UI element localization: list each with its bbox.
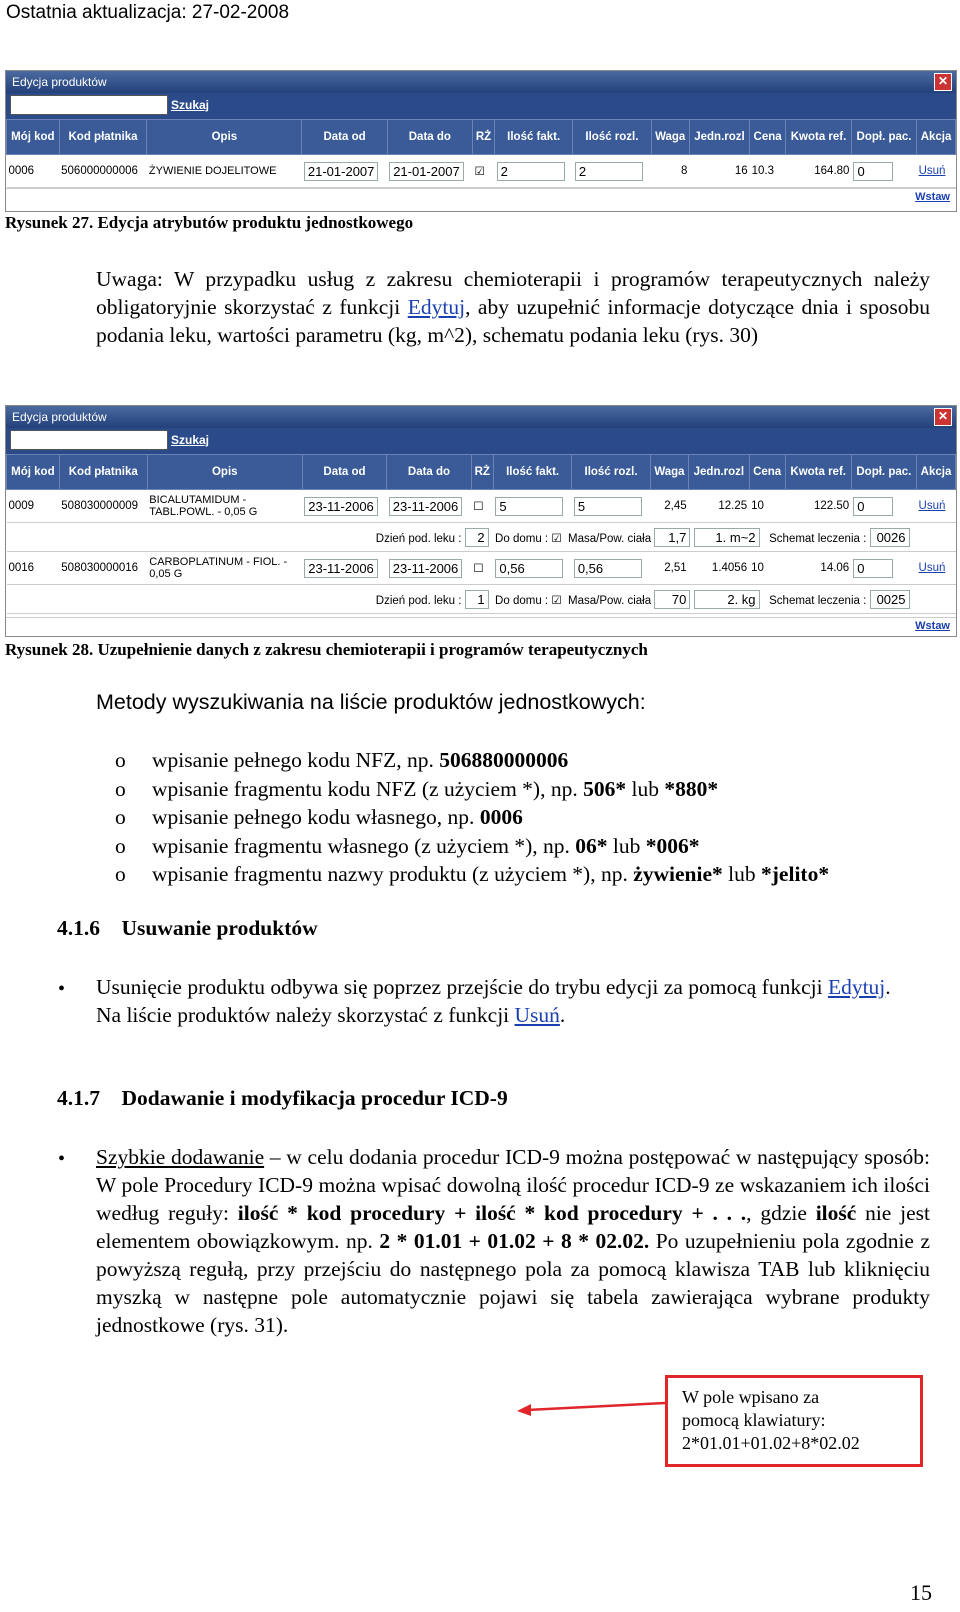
cell-desc: ŻYWIENIE DOJELITOWE [147,155,302,188]
item-example: 506* [583,776,627,801]
search-bar [6,428,956,454]
schedule-label: Schemat leczenia : [769,532,867,545]
rz-checkbox[interactable]: ☐ [471,490,493,523]
col-header: Kwota ref. [786,120,852,155]
col-header: Opis [147,120,302,155]
qty-fact-input[interactable]: 0,56 [495,559,563,578]
cell-payer: 508030000009 [59,490,147,523]
search-input[interactable] [10,430,168,450]
col-header: Ilość rozl. [572,455,650,490]
qty-rozl-input[interactable]: 2 [575,162,643,181]
col-header: Cena [750,120,786,155]
col-header: Data od [302,120,387,155]
cell-amount: 14.06 [785,552,851,585]
list-item: o wpisanie pełnego kodu własnego, np. 0006 [115,805,523,829]
cell-price: 10.3 [750,155,786,188]
product-edit-window-1 [5,70,957,212]
search-link[interactable]: Szukaj [171,98,210,112]
qty-fact-input[interactable]: 5 [495,497,563,516]
delete-link[interactable]: Usuń [918,165,946,177]
item-example: *880* [664,776,719,801]
date-from-input[interactable]: 23-11-2006 [304,497,378,516]
col-header: Waga [651,120,689,155]
qty-rozl-input[interactable]: 5 [574,497,642,516]
search-input[interactable] [10,95,168,115]
rz-checkbox[interactable]: ☑ [472,155,494,188]
cell-payer: 506000000006 [59,155,147,188]
col-header: Akcja [917,455,956,490]
note-text: , aby uzupełnić informacje dotyczące dnia i sposobu podania leku, wartości parametru (kg, m^2), schematu podania leku (rys. 30) [96,295,930,347]
item-example: żywienie* [633,862,723,886]
col-header: Akcja [917,120,956,155]
cell-unit: 16 [689,155,749,188]
unit-select[interactable]: 2. kg [694,590,760,609]
cell-amount: 122.50 [785,490,851,523]
para-text: Usunięcie produktu odbywa się poprzez przejście do trybu edycji za pomocą funkcji [96,975,828,999]
table-row [7,552,956,585]
close-icon[interactable]: ✕ [934,73,952,91]
window-title: Edycja produktów [12,410,107,424]
item-example: *006* [645,833,700,858]
cell-code: 0006 [7,155,60,188]
section-heading-417: 4.1.7 Dodawanie i modyfikacja procedur ICD-9 [57,1086,508,1110]
col-header: Dopł. pac. [851,455,916,490]
day-input[interactable]: 2 [465,528,489,547]
bullet-icon: • [58,978,66,1000]
date-to-input[interactable]: 23-11-2006 [389,559,463,578]
methods-intro: Metody wyszukiwania na liście produktów jednostkowych: [96,690,646,714]
cell-amount: 164.80 [786,155,852,188]
para-text: Po uzupełnieniu pola zgodnie z powyższą regułą, przy przejściu do następnego pola za pomocą klawisza TAB lub kliknięciu myszką w następne pole automatycznie pojawi się tabela zawierająca wybrane produkty jednostkowe (rys. 31). [96,1229,930,1337]
col-header: Mój kod [7,455,60,490]
delete-link[interactable]: Usuń [918,500,946,512]
table-row [7,155,956,188]
cell-unit: 1.4056 [689,552,749,585]
item-text: lub [626,776,665,801]
qty-rozl-input[interactable]: 0,56 [574,559,642,578]
cell-price: 10 [749,490,785,523]
figure-caption: Rysunek 27. Edycja atrybutów produktu jednostkowego [5,213,414,232]
cell-weight: 8 [651,155,689,188]
col-header: Kod płatnika [59,120,147,155]
chemo-subrow [7,585,956,614]
rule-text: ilość * kod procedury + ilość * kod procedury + . . . [237,1201,747,1225]
note-paragraph [96,265,930,349]
mass-label: Masa/Pow. ciała [568,594,652,607]
arrow-icon [515,1395,667,1419]
schedule-input[interactable]: 0025 [870,590,910,609]
col-header: Cena [749,455,785,490]
window-titlebar [6,71,956,93]
day-label: Dzień pod. leku : [375,532,462,545]
schedule-input[interactable]: 0026 [870,528,910,547]
home-label: Do domu : [495,532,549,545]
list-item: o wpisanie fragmentu nazwy produktu (z użyciem *), np. żywienie* lub *jelito* [115,862,830,886]
chemo-subrow [7,523,956,552]
home-label: Do domu : [495,594,549,607]
mass-input[interactable]: 70 [654,590,690,609]
page-number: 15 [910,1580,932,1605]
para-text: , gdzie [746,1201,816,1225]
rule-text: ilość [815,1201,857,1225]
item-example: 0006 [479,805,523,829]
day-input[interactable]: 1 [465,590,489,609]
cell-weight: 2,45 [650,490,688,523]
annotation-box [665,1375,923,1467]
icd9-paragraph [96,1143,930,1339]
date-from-input[interactable]: 21-01-2007 [304,162,379,181]
col-header: RŻ [471,455,493,490]
delete-link[interactable]: Usuń [514,1003,560,1027]
bullet-icon: • [58,1148,66,1170]
window-title: Edycja produktów [12,75,107,89]
col-header: Waga [650,455,688,490]
remove-paragraph: Usunięcie produktu odbywa się poprzez przejście do trybu edycji za pomocą funkcji Edytuj. Na liście produktów należy skorzystać z funkcji Usuń. [96,975,891,1027]
edit-link[interactable]: Edytuj [827,975,886,999]
col-header: Ilość rozl. [573,120,651,155]
figure-caption: Rysunek 28. Uzupełnienie danych z zakresu chemioterapii i programów terapeutycznych [5,640,648,659]
cell-unit: 12.25 [689,490,749,523]
col-header: RŻ [472,120,494,155]
qty-fact-input[interactable]: 2 [497,162,565,181]
schedule-label: Schemat leczenia : [769,594,867,607]
quick-add-link[interactable]: Szybkie dodawanie [96,1145,265,1169]
item-text: wpisanie fragmentu własnego (z użyciem *), np. [152,833,576,858]
item-text: wpisanie pełnego kodu własnego, np. [152,805,480,829]
item-example: 506880000006 [439,748,569,772]
home-checkbox[interactable]: ☑ [551,532,562,545]
close-icon[interactable]: ✕ [934,408,952,426]
window-footer [6,617,956,636]
day-label: Dzień pod. leku : [375,594,462,607]
para-text: – w celu dodania procedur ICD-9 można postępować w następujący sposób: W pole Procedury ICD-9 można wpisać dowolną ilość procedur ICD-9 ze wskazaniem ich ilości według reguły: [96,1145,930,1225]
rz-checkbox[interactable]: ☐ [471,552,493,585]
note-text: Uwaga: W przypadku usług z zakresu chemioterapii i programów terapeutycznych należy obligatoryjnie skorzystać z funkcji [96,267,930,319]
para-text: Na liście produktów należy skorzystać z funkcji [96,1003,515,1027]
methods-list [115,746,829,889]
col-header: Data do [387,120,472,155]
annotation-line: pomocą klawiatury: [682,1410,826,1430]
item-example: 06* [575,833,608,858]
update-header: Ostatnia aktualizacja: 27-02-2008 [6,2,290,23]
home-checkbox[interactable]: ☑ [551,594,562,607]
edit-link[interactable]: Edytuj [407,295,466,319]
cell-price: 10 [749,552,785,585]
date-from-input[interactable]: 23-11-2006 [304,559,378,578]
date-to-input[interactable]: 23-11-2006 [389,497,463,516]
cell-weight: 2,51 [650,552,688,585]
list-item: o wpisanie pełnego kodu NFZ, np. 506880000006 [115,748,569,772]
search-bar [6,93,956,119]
search-link[interactable]: Szukaj [171,433,210,447]
item-example: *jelito* [761,862,830,886]
cell-code: 0016 [7,552,60,585]
window-footer [6,188,956,207]
products-table [6,119,956,188]
list-item: o wpisanie fragmentu własnego (z użyciem *), np. 06* lub *006* [115,833,700,858]
cell-code: 0009 [7,490,60,523]
example-text: 2 * 01.01 + 01.02 + 8 * 02.02. [379,1229,650,1253]
table-row [7,490,956,523]
window-titlebar [6,406,956,428]
col-header: Jedn.rozl [689,455,749,490]
mass-input[interactable]: 1,7 [654,528,690,547]
products-table [6,454,956,614]
insert-link[interactable]: Wstaw [915,620,950,632]
item-text: wpisanie fragmentu kodu NFZ (z użyciem *), np. [152,776,584,801]
col-header: Opis [147,455,302,490]
col-header: Ilość fakt. [495,120,573,155]
product-edit-window-2 [5,405,957,637]
col-header: Kod płatnika [59,455,147,490]
cell-payer: 508030000016 [59,552,147,585]
cell-desc: BICALUTAMIDUM - TABL.POWL. - 0,05 G [147,490,302,523]
insert-link[interactable]: Wstaw [915,191,950,203]
mass-label: Masa/Pow. ciała [568,532,652,545]
list-item: o wpisanie fragmentu kodu NFZ (z użyciem *), np. 506* lub *880* [115,776,719,801]
copay-input[interactable]: 0 [853,162,893,181]
col-header: Data od [302,455,386,490]
delete-link[interactable]: Usuń [918,562,946,574]
unit-select[interactable]: 1. m~2 [694,528,760,547]
section-heading-416: 4.1.6 Usuwanie produktów [57,916,318,940]
col-header: Mój kod [7,120,60,155]
item-text: wpisanie fragmentu nazwy produktu (z użyciem *), np. [152,862,634,886]
para-text: nie jest elementem obowiązkowym. np. [96,1201,930,1253]
date-to-input[interactable]: 21-01-2007 [389,162,464,181]
copay-input[interactable]: 0 [853,497,893,516]
col-header: Jedn.rozl [689,120,749,155]
col-header: Dopł. pac. [851,120,916,155]
item-text: lub [607,833,646,858]
copay-input[interactable]: 0 [853,559,893,578]
col-header: Ilość fakt. [493,455,571,490]
col-header: Kwota ref. [785,455,851,490]
item-text: wpisanie pełnego kodu NFZ, np. [152,748,440,772]
col-header: Data do [387,455,471,490]
annotation-line: W pole wpisano za [682,1387,820,1407]
cell-desc: CARBOPLATINUM - FIOL. - 0,05 G [147,552,302,585]
annotation-line: 2*01.01+01.02+8*02.02 [682,1433,860,1453]
item-text: lub [722,862,762,886]
